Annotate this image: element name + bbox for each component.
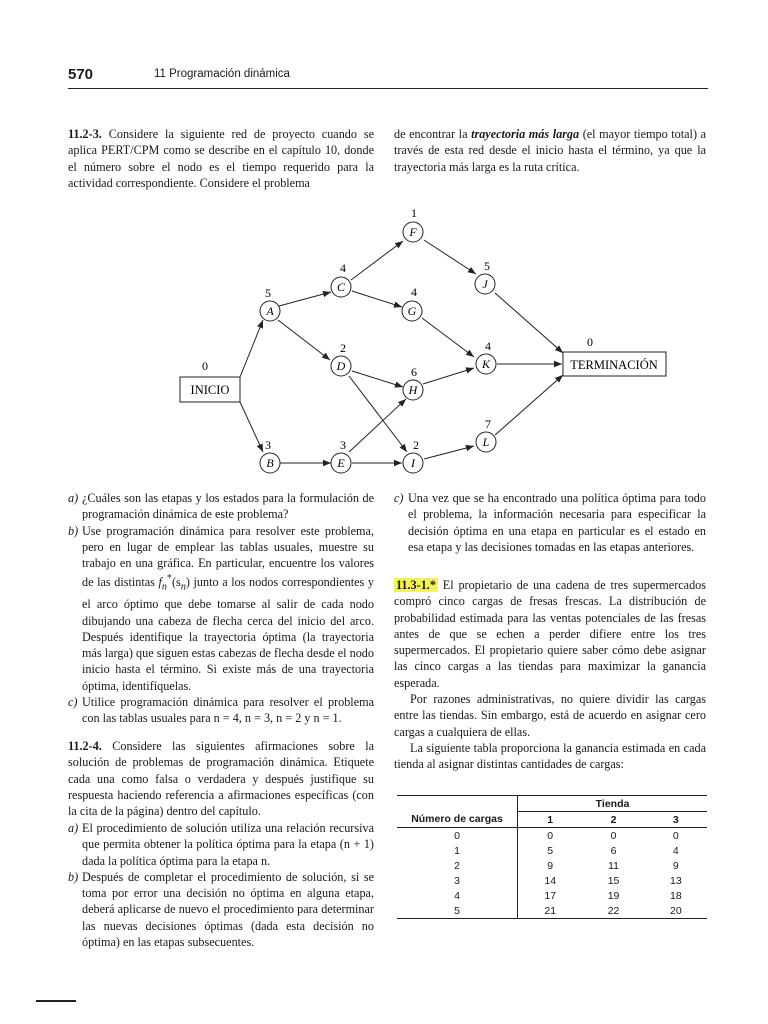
edge-d-h — [352, 371, 403, 387]
part-marker: b) — [68, 869, 79, 884]
problem-text: de encontrar la — [394, 127, 472, 141]
edge-d-i — [349, 376, 407, 452]
end-label: TERMINACIÓN — [570, 358, 658, 372]
table-cell: 15 — [607, 874, 620, 887]
table-cell: 1 — [454, 844, 460, 857]
part-text: Use programación dinámica para resolver este problema, pero en lugar de emplear las tablas usuales, muestre su trabajo en una gráfica. En particular, encuentre los valores de las distintas — [82, 523, 374, 590]
table-cell: 21 — [518, 903, 583, 919]
emphasis-text: trayectoria más larga — [471, 127, 580, 141]
table-col-header: 2 — [582, 812, 644, 828]
node-g — [402, 285, 422, 321]
edge-c-f — [351, 241, 403, 280]
edge-e-h — [349, 399, 406, 452]
node-letter: F — [409, 225, 417, 239]
table-cell: 4 — [672, 844, 679, 857]
problem-11-2-4-parts — [68, 820, 374, 950]
edge-l-end — [495, 375, 563, 435]
table-cell: 13 — [670, 874, 682, 887]
edge-j-end — [495, 293, 563, 353]
math-f: f — [158, 575, 162, 590]
node-letter: B — [266, 456, 274, 470]
node-letter: K — [481, 357, 491, 371]
footer-rule — [36, 1000, 76, 1002]
part-a — [68, 820, 374, 869]
node-letter: H — [408, 383, 418, 397]
edge-a-c — [279, 292, 331, 306]
problem-11-3-1-p1 — [394, 577, 706, 691]
table-cell: 6 — [610, 844, 617, 857]
chapter-title: 11 Programación dinámica — [154, 68, 290, 80]
node-letter: G — [407, 304, 417, 318]
part-marker: a) — [68, 491, 79, 505]
edge-f-j — [424, 240, 476, 274]
table-header-store: Tienda — [518, 796, 708, 812]
node-time: 5 — [265, 286, 271, 300]
math-arg-sub: n — [180, 581, 186, 593]
table-cell: 9 — [672, 859, 679, 872]
end-time: 0 — [587, 335, 593, 349]
node-letter: A — [266, 304, 274, 318]
node-time: 6 — [411, 365, 417, 379]
table-row — [397, 873, 707, 888]
node-time: 2 — [340, 341, 346, 355]
node-time: 1 — [411, 206, 417, 220]
table-cell: 9 — [518, 858, 583, 873]
node-letter: C — [336, 280, 346, 294]
node-letter: D — [336, 359, 346, 373]
table-col-header: 1 — [518, 812, 583, 828]
problem-text: Considere las siguientes afirmaciones sobre la solución de problemas de programación dinámica. Etiquete cada una como falsa o verdadera y después justifique su respuesta haciendo referencia a afirmaciones específicas (con la cita de la página) dentro del capítulo. — [68, 739, 374, 819]
node-a — [260, 286, 280, 321]
problem-11-3-1-p2: Por razones administrativas, no quiere dividir las cargas entre las tiendas. Sin embargo, está de acuerdo en asignar cero cargas a cualquiera de ellas. — [394, 692, 706, 739]
part-c — [68, 694, 374, 727]
math-arg: (s — [172, 575, 181, 590]
problem-label: 11.2-3. — [68, 127, 102, 141]
part-c — [394, 490, 706, 555]
math-sub: n — [161, 581, 167, 593]
table-cell: 11 — [608, 859, 620, 872]
part-b — [68, 869, 374, 950]
table-row — [397, 843, 707, 858]
part-text: Una vez que se ha encontrado una política óptima para todo el problema, la información necesaria para especificar la decisión óptima en una etapa en particular es el estado en esa etapa y las decisiones tomadas en las etapas anteriores. — [408, 491, 706, 554]
math-sup: * — [166, 573, 172, 585]
node-time: 5 — [484, 259, 490, 273]
start-label: INICIO — [190, 383, 230, 397]
problem-11-2-4-intro — [68, 738, 374, 819]
table-cell: 18 — [670, 889, 682, 902]
problem-11-3-1-p3: La siguiente tabla proporciona la ganancia estimada en cada tienda al asignar distintas cantidades de cargas: — [394, 741, 706, 772]
table-cell: 0 — [454, 829, 460, 842]
edge-g-k — [422, 318, 474, 357]
table-row — [397, 828, 707, 844]
node-i — [403, 438, 423, 473]
highlighted-problem-label: 11.3-1.* — [396, 578, 436, 592]
edge-inicio-b — [240, 402, 263, 452]
part-marker: c) — [394, 491, 404, 505]
node-d — [331, 341, 351, 376]
problem-text: (el mayor tiempo total) a través de esta red desde el inicio hasta el término, ya que la trayectoria más larga es la ruta crítica. — [394, 127, 706, 174]
part-text: Después de completar el procedimiento de solución, si se toma por error una decisión no óptima en alguna etapa, deberá aplicarse de nuevo el procedimiento para determinar las nuevas decisiones óptimas (dada esta decisión no óptima) en las etapas subsecuentes. — [82, 869, 374, 950]
node-letter: E — [337, 456, 345, 470]
math-arg-close: ) — [185, 575, 190, 590]
part-marker: c) — [68, 695, 78, 710]
table-col-header: 3 — [645, 812, 707, 828]
node-c — [331, 261, 351, 297]
page-number: 570 — [68, 66, 94, 83]
node-b — [260, 438, 280, 473]
table-cell: 14 — [518, 873, 583, 888]
table-header-loads: Número de cargas — [397, 812, 518, 828]
node-h — [403, 365, 423, 400]
part-b — [68, 523, 374, 694]
table-row — [397, 858, 707, 873]
problem-11-2-3-parts — [68, 490, 374, 727]
node-k — [476, 339, 496, 374]
node-time: 4 — [485, 339, 491, 353]
project-network-diagram — [0, 0, 768, 490]
table-cell: 4 — [454, 889, 460, 902]
start-node — [180, 359, 240, 402]
node-f — [403, 206, 423, 242]
edge-h-k — [423, 368, 474, 384]
node-time: 2 — [413, 438, 419, 452]
table-cell: 3 — [454, 874, 460, 887]
table-cell: 0 — [518, 828, 583, 844]
edge-i-l — [424, 446, 474, 459]
node-letter: I — [411, 456, 415, 470]
problem-label: 11.2-4. — [68, 739, 102, 753]
part-text: El procedimiento de solución utiliza una relación recursiva que permita obtener la política óptima para la etapa (n + 1) dada la política óptima para la etapa n. — [82, 821, 374, 868]
table-cell: 0 — [672, 829, 679, 842]
end-node — [563, 335, 666, 376]
node-time: 3 — [265, 438, 271, 452]
table-cell: 5 — [397, 903, 518, 919]
edge-a-d — [278, 320, 330, 360]
part-a — [68, 490, 374, 523]
table-cell: 22 — [582, 903, 644, 919]
node-time: 4 — [411, 285, 417, 299]
table-cell: 20 — [645, 903, 707, 919]
problem-11-2-4-part-c — [394, 490, 706, 555]
part-text: ¿Cuáles son las etapas y los estados para la formulación de programación dinámica de este problema? — [82, 491, 374, 522]
node-time: 7 — [485, 417, 491, 431]
table-row — [397, 888, 707, 903]
problem-text: Considere la siguiente red de proyecto cuando se aplica PERT/CPM como se describe en el capítulo 10, donde el número sobre el nodo es el tiempo requerido para la actividad correspondiente. Considere el problema — [68, 127, 374, 190]
edge-c-g — [352, 291, 402, 307]
node-letter: J — [482, 277, 488, 291]
problem-text: El propietario de una cadena de tres supermercados compró cinco cargas de fresas frescas. La distribución de probabilidad estimada para las ventas potenciales de las fresas antes de que se echen a perder difiere entre los tres supermercados. El propietario quiere saber cómo debe asignar las cinco cargas a las tiendas para maximizar la ganancia esperada. — [394, 578, 706, 690]
table-row — [397, 903, 707, 919]
node-time: 3 — [340, 438, 346, 452]
table-cell: 5 — [518, 843, 583, 858]
node-j — [475, 259, 495, 294]
node-letter: L — [482, 435, 490, 449]
node-e — [331, 438, 351, 473]
part-text: Utilice programación dinámica para resolver el problema con las tablas usuales para n = 4, n = 3, n = 2 y n = 1. — [82, 695, 374, 726]
edge-inicio-a — [240, 320, 263, 377]
start-time: 0 — [202, 359, 208, 373]
node-l — [476, 417, 496, 452]
table-cell: 0 — [610, 829, 617, 842]
part-text: junto a los nodos correspondientes y el arco óptimo que debe tomarse al salir de cada nodo dibujando una cabeza de flecha cerca del inicio del arco. Después identifique la trayectoria óptima (la trayectoria más larga) que siguen estas cabezas de flecha desde el nodo inicio hasta el término. Si existe más de una trayectoria óptima, identifíquelas. — [82, 575, 374, 693]
part-marker: a) — [68, 821, 79, 835]
table-cell: 2 — [454, 859, 460, 872]
part-marker: b) — [68, 523, 79, 538]
profit-table — [397, 795, 707, 919]
node-time: 4 — [340, 261, 346, 275]
table-cell: 17 — [518, 888, 583, 903]
table-cell: 19 — [607, 889, 620, 902]
